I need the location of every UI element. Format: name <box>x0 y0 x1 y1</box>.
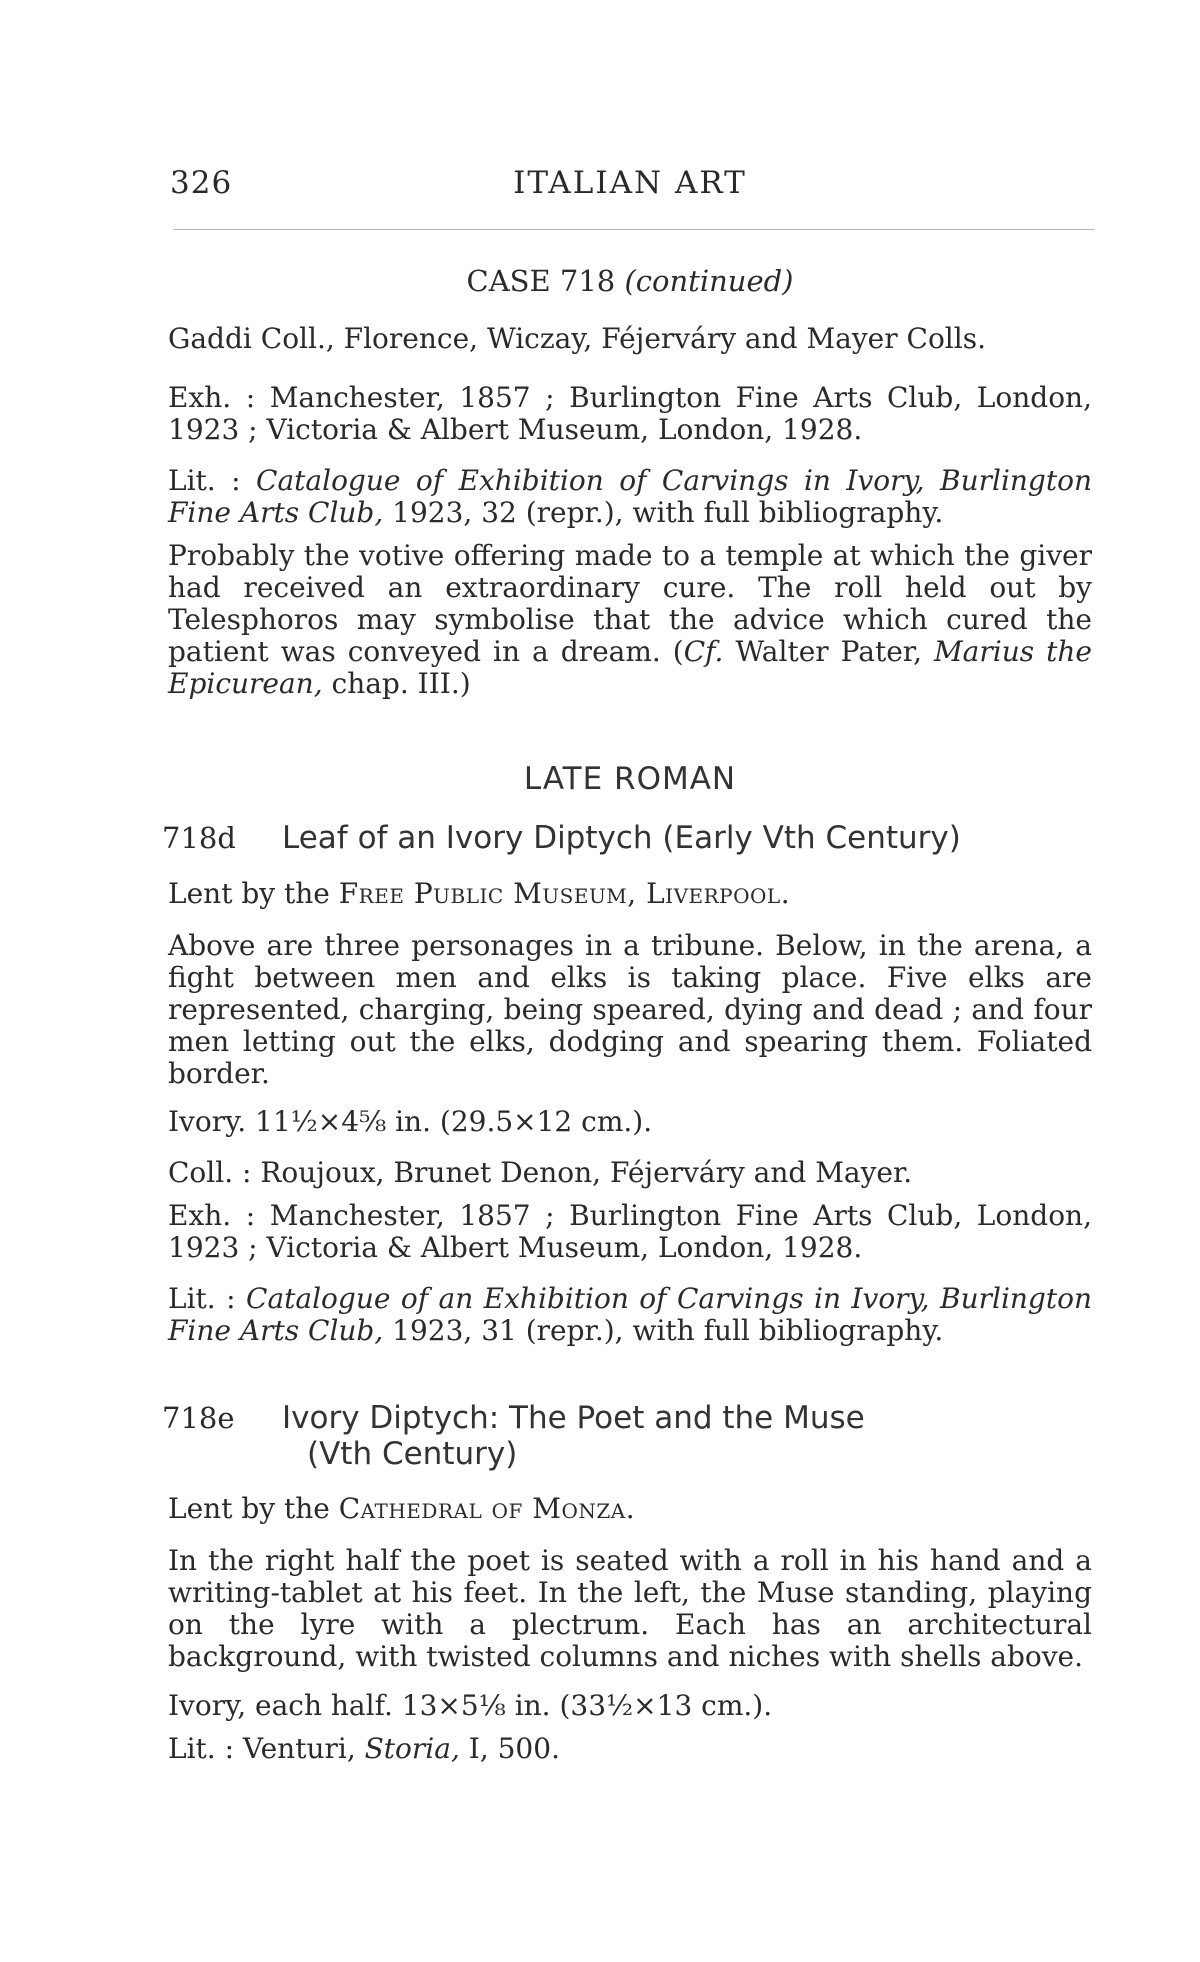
note-mid: Walter Pater, <box>723 635 935 668</box>
entry-title-line-2: (Vth Century) <box>307 1436 518 1472</box>
entry-718e-lender <box>168 1493 1092 1525</box>
entry-718d-literature <box>168 1283 1092 1347</box>
lit-title: Catalogue of Exhibition of Carvings in Ivory, Burlington Fine Arts Club, <box>168 464 1092 529</box>
entry-718d-dimensions: Ivory. 11½×4⅝ in. (29.5×12 cm.). <box>168 1105 653 1138</box>
lit-title: Catalogue of an Exhibition of Carvings in Ivory, Burlington Fine Arts Club, <box>168 1282 1092 1347</box>
entry-number: 718d <box>162 821 236 855</box>
case-heading <box>168 265 1092 297</box>
entry-number: 718e <box>162 1401 235 1435</box>
note-main: Probably the votive offering made to a temple at which the giver had received an extraordinary cure. The roll held out by Telesphoros may symbolise that the advice which cured the patient was conveyed in a dream. ( <box>168 539 1092 668</box>
case-continued: (continued) <box>624 264 794 298</box>
case-label: CASE 718 <box>466 264 616 298</box>
lender-name: Cathedral of Monza. <box>338 1492 636 1525</box>
lent-prefix: Lent by the <box>168 877 339 910</box>
case-718-exhibitions: Exh. : Manchester, 1857 ; Burlington Fine Arts Club, London, 1923 ; Victoria & Albert Museum, London, 1928. <box>168 381 1092 446</box>
case-718-provenance: Gaddi Coll., Florence, Wiczay, Féjerváry and Mayer Colls. <box>168 322 986 355</box>
page-number: 326 <box>170 165 233 201</box>
lit-rest: 1923, 32 (repr.), with full bibliography. <box>383 496 944 529</box>
entry-718e-dimensions: Ivory, each half. 13×5⅛ in. (33½×13 cm.). <box>168 1689 773 1722</box>
note-work: Marius the Epicurean, <box>168 635 1092 700</box>
entry-718e-heading <box>162 1400 1092 1480</box>
case-718-literature <box>168 465 1092 529</box>
entry-718d-heading <box>162 820 1092 860</box>
lender-name: Free Public Museum, Liverpool. <box>338 877 791 910</box>
entry-718e-literature <box>168 1733 1092 1765</box>
lit-rest: I, 500. <box>459 1732 560 1765</box>
note-cf: Cf. <box>683 635 724 668</box>
entry-718d-exhibitions: Exh. : Manchester, 1857 ; Burlington Fine Arts Club, London, 1923 ; Victoria & Albert Museum, London, 1928. <box>168 1199 1092 1264</box>
entry-title: Leaf of an Ivory Diptych (Early Vth Century) <box>282 820 961 856</box>
case-718-note <box>168 540 1092 700</box>
lit-prefix: Lit. : <box>168 464 257 497</box>
entry-718d-lender <box>168 878 1092 910</box>
lit-prefix: Lit. : Venturi, <box>168 1732 365 1765</box>
running-header <box>170 165 1090 205</box>
lit-title: Storia, <box>364 1732 460 1765</box>
header-rule <box>173 229 1095 230</box>
entry-718d-description: Above are three personages in a tribune. Below, in the arena, a fight between men and elks is taking place. Five elks are represented, charging, being speared, dying and dead ; and four men letting out the elks, dodging and spearing them. Foliated border. <box>168 929 1092 1090</box>
entry-718e-description: In the right half the poet is seated with a roll in his hand and a writing-tablet at his feet. In the left, the Muse standing, playing on the lyre with a plectrum. Each has an architectural background, with twisted columns and niches with shells above. <box>168 1544 1092 1673</box>
section-title: LATE ROMAN <box>523 761 737 797</box>
entry-title-line-1: Ivory Diptych: The Poet and the Muse <box>282 1400 865 1436</box>
lit-prefix: Lit. : <box>168 1282 247 1315</box>
lent-prefix: Lent by the <box>168 1492 339 1525</box>
entry-718d-collections: Coll. : Roujoux, Brunet Denon, Féjerváry and Mayer. <box>168 1156 913 1189</box>
lit-rest: 1923, 31 (repr.), with full bibliography. <box>383 1314 944 1347</box>
running-title: ITALIAN ART <box>513 165 747 201</box>
note-end: chap. III.) <box>322 667 471 700</box>
